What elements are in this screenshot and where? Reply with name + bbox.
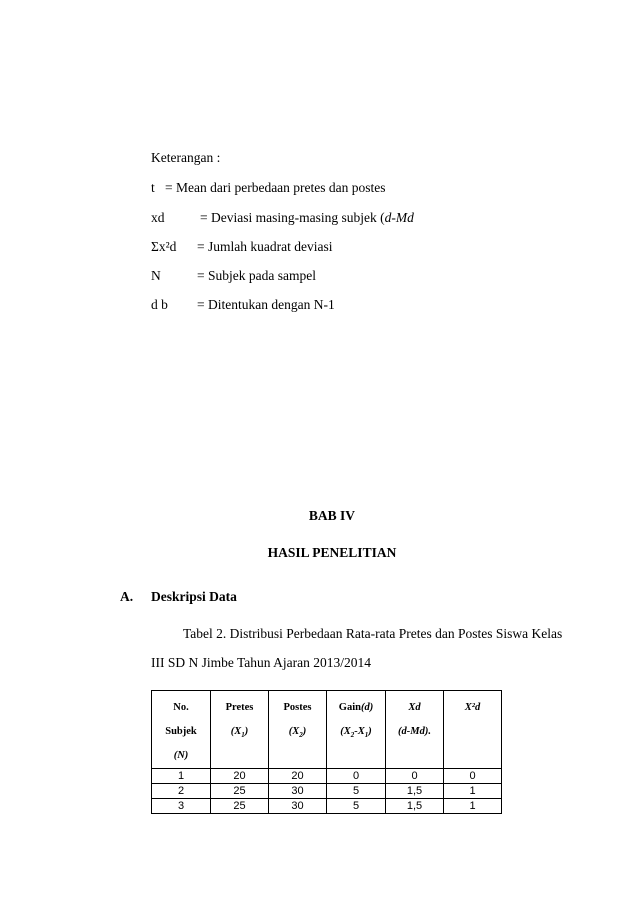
section-title: Deskripsi Data	[151, 589, 237, 604]
keterangan-term-n: N	[151, 268, 161, 283]
keterangan-term-t: t	[151, 180, 155, 195]
chapter-number: BAB IV	[308, 508, 356, 523]
cell-gain: 0	[327, 769, 386, 784]
cell-gain: 5	[327, 799, 386, 814]
table-row	[152, 784, 502, 799]
cell-no: 3	[152, 799, 211, 814]
cell-no: 2	[152, 784, 211, 799]
keterangan-term-db: d b	[151, 297, 168, 312]
cell-pretes: 20	[211, 769, 269, 784]
cell-xd: 1,5	[386, 799, 444, 814]
header-gain: Gain(d) $(X_2-X_1)$	[327, 691, 386, 769]
header-xd: Xd (d-Md).	[386, 691, 444, 769]
keterangan-desc-t: = Mean dari perbedaan pretes dan postes	[165, 180, 386, 195]
header-postes: Postes $(X_2)$	[269, 691, 327, 769]
cell-x2d: 1	[444, 799, 502, 814]
table-header-row	[152, 691, 502, 769]
header-no: No. Subjek (N)	[152, 691, 211, 769]
header-pretes: Pretes $(X_1)$	[211, 691, 269, 769]
table-caption-line2: III SD N Jimbe Tahun Ajaran 2013/2014	[151, 655, 372, 670]
keterangan-desc-xd: = Deviasi masing-masing subjek (d-Md	[200, 210, 414, 225]
cell-x2d: 1	[444, 784, 502, 799]
table-caption-line1: Tabel 2. Distribusi Perbedaan Rata-rata Pretes dan Postes Siswa Kelas	[183, 626, 563, 641]
cell-pretes: 25	[211, 784, 269, 799]
keterangan-desc-sum: = Jumlah kuadrat deviasi	[197, 239, 333, 254]
keterangan-term-xd: xd	[151, 210, 165, 225]
cell-x2d: 0	[444, 769, 502, 784]
cell-xd: 0	[386, 769, 444, 784]
cell-xd: 1,5	[386, 784, 444, 799]
cell-gain: 5	[327, 784, 386, 799]
keterangan-term-sum: Σx²d	[151, 239, 177, 254]
keterangan-desc-db: = Ditentukan dengan N-1	[197, 297, 335, 312]
section-marker: A.	[120, 589, 134, 604]
cell-postes: 20	[269, 769, 327, 784]
chapter-title: HASIL PENELITIAN	[267, 545, 397, 560]
data-table	[151, 690, 502, 814]
cell-no: 1	[152, 769, 211, 784]
cell-pretes: 25	[211, 799, 269, 814]
cell-postes: 30	[269, 784, 327, 799]
table-row	[152, 769, 502, 784]
keterangan-desc-n: = Subjek pada sampel	[197, 268, 316, 283]
header-x2d: X²d	[444, 691, 502, 769]
table-row	[152, 799, 502, 814]
cell-postes: 30	[269, 799, 327, 814]
keterangan-title: Keterangan :	[151, 150, 221, 165]
